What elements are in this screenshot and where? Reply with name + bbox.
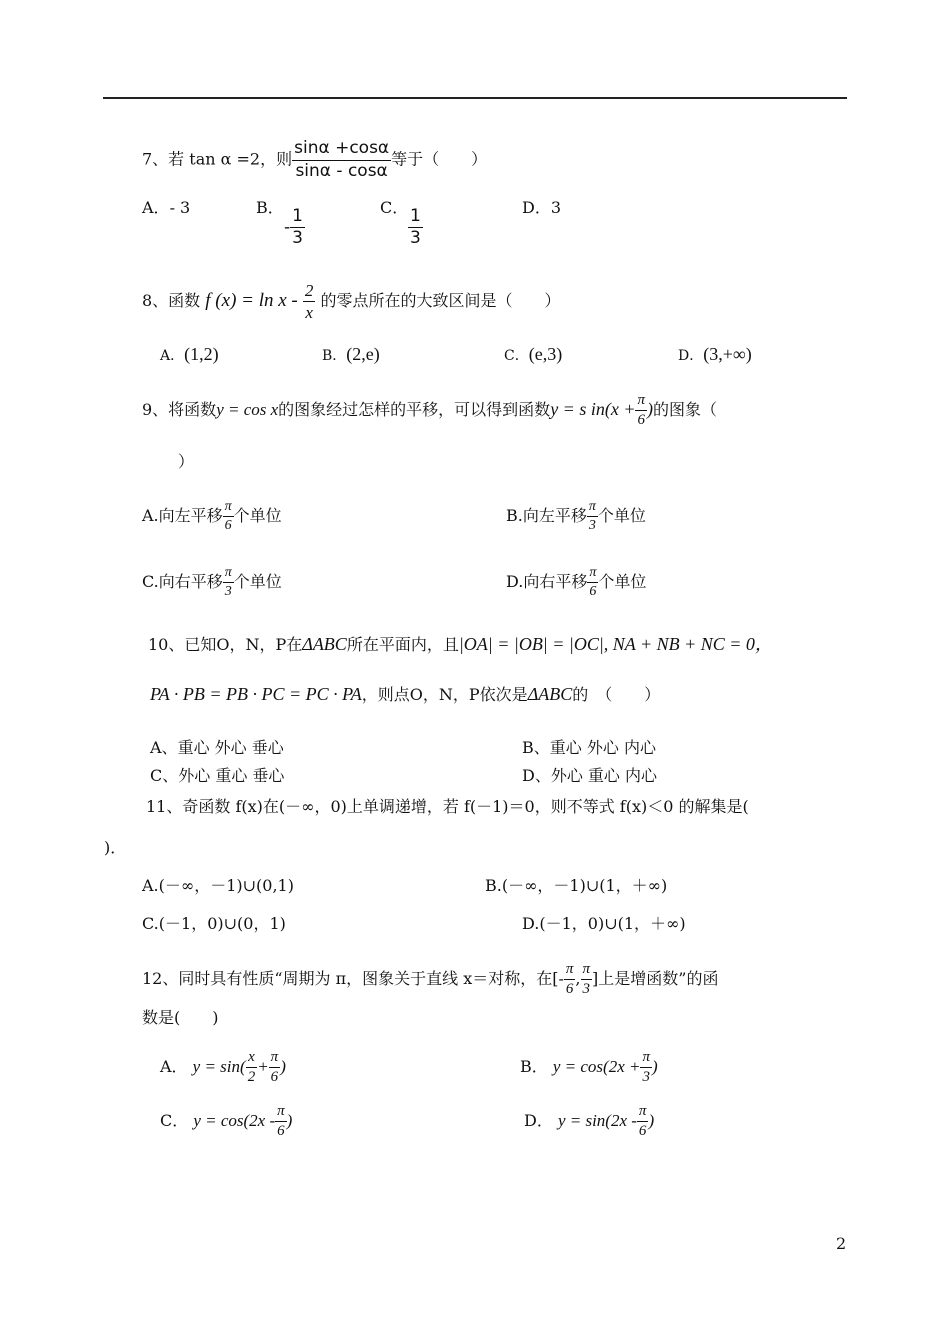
- page-number: 2: [836, 1234, 847, 1253]
- q7-option-c-value: $\frac{1}{3}$: [410, 206, 421, 248]
- q9-stem-cont: ）: [178, 452, 195, 471]
- q7-stem-prefix: 7、若 tan α =2，则: [142, 149, 293, 169]
- question-10-line2: PA · PB = PB · PC = PC · PA，则点O，N，P依次是ΔABC的 （ ）: [150, 684, 661, 704]
- q11-option-a: A.(－∞，－1)∪(0,1): [142, 876, 294, 895]
- q12-option-d: D． y = sin(2x - $\frac{\pi}{6}$ ): [524, 1103, 655, 1139]
- question-10: 10、已知O，N，P在ΔABC所在平面内，且|OA| = |OB| = |OC|, NA + NB + NC = 0，: [148, 634, 773, 654]
- q12-option-a: A． y = sin( $\frac{x}{2}$ + $\frac{\pi}{6}$ ): [160, 1049, 286, 1085]
- q12-option-b: B． y = cos(2x + $\frac{\pi}{3}$ ): [520, 1049, 658, 1085]
- q9-option-d: D.向右平移 $\frac{\pi}{6}$ 个单位: [506, 565, 647, 599]
- q10-option-a: A、重心 外心 垂心: [150, 738, 284, 757]
- q7-stem-suffix: 等于（ ）: [391, 149, 488, 169]
- q10-option-c: C、外心 重心 垂心: [150, 766, 285, 785]
- q10-option-b: B、重心 外心 内心: [522, 738, 656, 757]
- q7-fraction: [292, 140, 391, 180]
- q11-option-d: D.(－1，0)∪(1，＋∞): [522, 914, 686, 933]
- q8-option-a: A．(1,2): [160, 344, 219, 364]
- q11-option-b: B.(－∞，－1)∪(1，＋∞): [485, 876, 668, 895]
- q7-option-d: D．3: [522, 198, 562, 217]
- q7-option-a: A．- 3: [142, 198, 191, 217]
- q7-option-c-label: C．: [380, 198, 409, 217]
- q9-option-b: B.向左平移 $\frac{\pi}{3}$ 个单位: [506, 499, 646, 533]
- q9-option-a: A.向左平移 $\frac{\pi}{6}$ 个单位: [142, 499, 282, 533]
- q9-option-c: C.向右平移 $\frac{\pi}{3}$ 个单位: [142, 565, 282, 599]
- q7-option-b-value: - $\frac{1}{3}$: [284, 206, 303, 248]
- q8-function: f (x) = ln x -: [205, 290, 298, 311]
- q8-option-d: D．(3,+∞): [678, 344, 752, 364]
- question-11: 11、奇函数 f(x)在(－∞，0)上单调递增，若 f(－1)＝0，则不等式 f(x)＜0 的解集是(: [146, 797, 749, 816]
- q8-option-c: C．(e,3): [504, 344, 563, 364]
- q10-option-d: D、外心 重心 内心: [522, 766, 658, 785]
- q12-option-c: C． y = cos(2x - $\frac{\pi}{6}$ ): [160, 1103, 293, 1139]
- q8-option-b: B．(2,e): [322, 344, 380, 364]
- q7-frac-den: sinα - cosα: [295, 161, 388, 181]
- q11-option-c: C.(－1，0)∪(0，1): [142, 914, 286, 933]
- question-12: 12、同时具有性质“周期为 π，图象关于直线 x＝对称，在[- $\frac{\pi}{6}$ , $\frac{\pi}{3}$ ]上是增函数”的函: [142, 961, 719, 997]
- q11-stem-cont: )．: [104, 838, 127, 857]
- q7-frac-num: sinα +cosα: [292, 140, 391, 161]
- q12-stem-cont: 数是( ): [142, 1008, 219, 1027]
- q7-option-b-label: B．: [256, 198, 284, 217]
- header-rule: [103, 97, 847, 99]
- question-9: 9、将函数y = cos x的图象经过怎样的平移，可以得到函数y = s in(x + $\frac{\pi}{6}$ )的图象（: [142, 392, 717, 428]
- question-7: [142, 140, 487, 180]
- question-8: 8、函数 f (x) = ln x - $\frac{2}{x}$ 的零点所在的大致区间是（ ）: [142, 281, 561, 322]
